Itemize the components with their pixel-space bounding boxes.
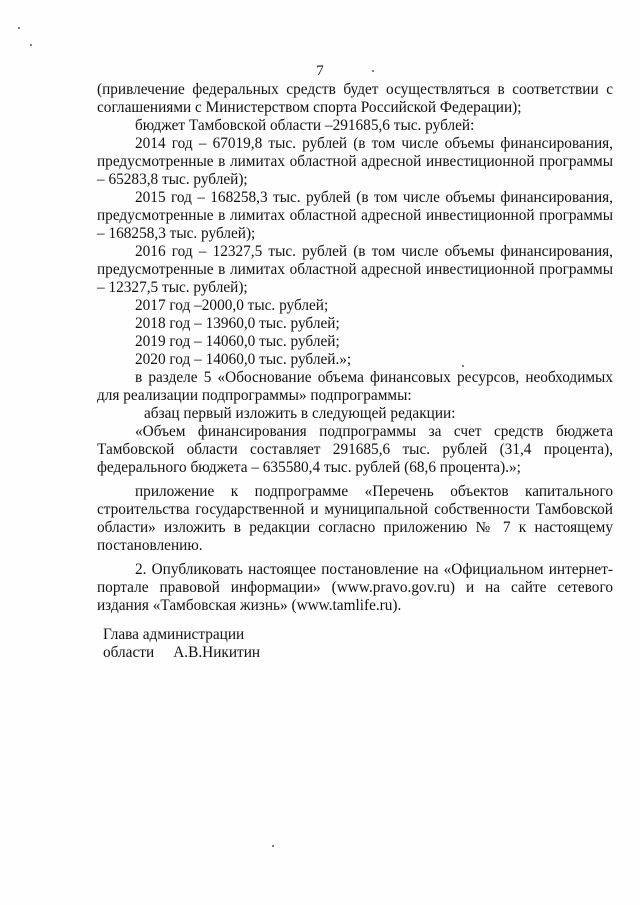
paragraph: 2020 год – 14060,0 тыс. рублей.»; [135, 351, 352, 368]
paragraph: 2015 год – 168258,3 тыс. рублей (в том числе объемы финансирования, предусмотренные в лимитах областной адресной инвестиционной программы – 168258,3 тыс. рублей); [97, 189, 613, 242]
paragraph: в разделе 5 «Обоснование объема финансовых ресурсов, необходимых для реализации подпрограммы» подпрограммы: [97, 369, 613, 404]
signature-block [103, 626, 260, 662]
scan-speck [18, 27, 20, 29]
scan-speck [372, 70, 374, 72]
paragraph: 2. Опубликовать настоящее постановление на «Официальном интернет-портале правовой информации» (www.pravo.gov.ru) и на сайте сетевого издания «Тамбовская жизнь» (www.tamlife.ru). [97, 561, 613, 614]
paragraph: 2014 год – 67019,8 тыс. рублей (в том числе объемы финансирования, предусмотренные в лимитах областной адресной инвестиционной программы – 65283,8 тыс. рублей); [97, 135, 613, 188]
document-body [97, 81, 613, 615]
paragraph: приложение к подпрограмме «Перечень объектов капитального строительства государственной и муниципальной собственности Тамбовской области» изложить в редакции согласно приложению № 7 к настоящему постановлению. [97, 483, 613, 554]
paragraph: «Объем финансирования подпрограммы за счет средств бюджета Тамбовской области составляет 291685,6 тыс. рублей (31,4 процента), федерального бюджета – 635580,4 тыс. рублей (68,6 процента).»; [97, 423, 613, 476]
paragraph: абзац первый изложить в следующей редакции: [144, 405, 456, 422]
paragraph: 2018 год – 13960,0 тыс. рублей; [135, 315, 340, 332]
scan-speck [462, 365, 464, 367]
scan-speck [30, 44, 32, 46]
paragraph: 2019 год – 14060,0 тыс. рублей; [135, 333, 340, 350]
scan-speck [272, 845, 274, 847]
page-number: 7 [316, 63, 324, 79]
paragraph: (привлечение федеральных средств будет осуществляться в соответствии с соглашениями с Министерством спорта Российской Федерации); [97, 81, 613, 116]
signature-title: Глава администрации [103, 626, 245, 643]
paragraph: бюджет Тамбовской области –291685,6 тыс. рублей: [135, 117, 475, 134]
signature-name: области А.В.Никитин [103, 644, 261, 661]
paragraph: 2017 год –2000,0 тыс. рублей; [135, 297, 329, 314]
paragraph: 2016 год – 12327,5 тыс. рублей (в том числе объемы финансирования, предусмотренные в лимитах областной адресной инвестиционной программы – 12327,5 тыс. рублей); [97, 243, 613, 296]
